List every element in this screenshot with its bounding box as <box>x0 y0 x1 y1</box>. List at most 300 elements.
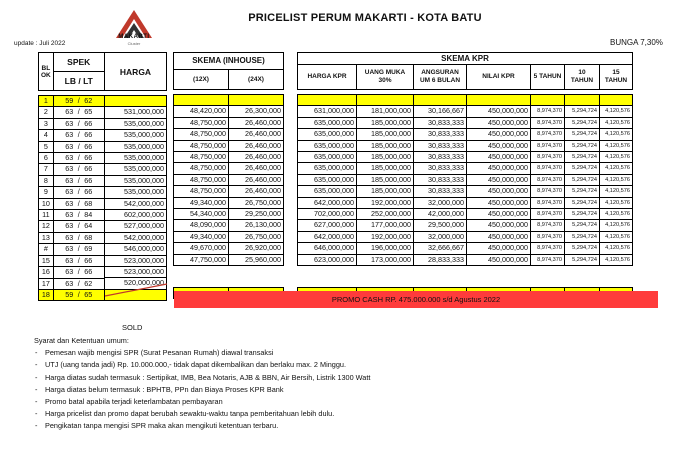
tenor-5-cell: 8,974,370 <box>531 140 565 151</box>
blok-cell: 17 <box>39 278 54 289</box>
tenor-10-cell: 5,294,724 <box>565 231 600 242</box>
slash-cell: / <box>75 278 82 289</box>
harga-cell: 535,000,000 <box>105 153 167 164</box>
lb-cell: 63 <box>53 175 75 186</box>
table-row <box>174 266 284 277</box>
tenor-10-cell: 5,294,724 <box>565 243 600 254</box>
harga-kpr-cell: 627,000,000 <box>298 220 357 231</box>
tenor-5-cell: 8,974,370 <box>531 220 565 231</box>
slash-cell: / <box>75 221 82 232</box>
table-row <box>39 244 105 255</box>
kpr-table <box>297 52 633 299</box>
table-row <box>39 130 105 141</box>
inhouse-12x-cell: 48,750,000 <box>174 163 229 174</box>
table-row <box>298 209 633 220</box>
nilai-kpr-cell: 450,000,000 <box>467 254 531 265</box>
nilai-kpr-cell: 450,000,000 <box>467 243 531 254</box>
table-row <box>298 197 633 208</box>
header-kpr: SKEMA KPR <box>298 53 633 65</box>
uang-muka-cell: 185,000,000 <box>357 163 414 174</box>
table-row <box>298 106 633 117</box>
uang-muka-cell: 185,000,000 <box>357 186 414 197</box>
uang-muka-cell: 185,000,000 <box>357 174 414 185</box>
tenor-10-cell: 5,294,724 <box>565 117 600 128</box>
inhouse-12x-cell: 48,750,000 <box>174 129 229 140</box>
terms-item: - Harga diatas belum termasuk : BPHTB, PPn dan Biaya Proses KPR Bank <box>45 384 370 396</box>
table-row <box>174 209 284 220</box>
table-row <box>39 278 105 289</box>
harga-kpr-cell: 635,000,000 <box>298 129 357 140</box>
harga-kpr-cell <box>298 95 357 106</box>
nilai-kpr-cell: 450,000,000 <box>467 106 531 117</box>
harga-kpr-cell: 635,000,000 <box>298 163 357 174</box>
tenor-5-cell: 8,974,370 <box>531 129 565 140</box>
tenor-5-cell: 8,974,370 <box>531 209 565 220</box>
tenor-15-cell: 4,120,576 <box>600 209 633 220</box>
blok-cell: 3 <box>39 118 54 129</box>
table-row <box>39 232 105 243</box>
lb-cell: 59 <box>53 289 75 300</box>
slash-cell: / <box>75 96 82 107</box>
table-row <box>174 95 284 106</box>
slash-cell: / <box>75 255 82 266</box>
harga-cell: 535,000,000 <box>105 130 167 141</box>
tenor-5-cell: 8,974,370 <box>531 231 565 242</box>
tenor-5-cell <box>531 95 565 106</box>
tenor-10-cell: 5,294,724 <box>565 140 600 151</box>
blok-cell: 16 <box>39 267 54 278</box>
tenor-15-cell: 4,120,576 <box>600 197 633 208</box>
uang-muka-cell: 185,000,000 <box>357 129 414 140</box>
header-inhouse: SKEMA (INHOUSE) <box>174 53 284 70</box>
table-row <box>105 107 167 118</box>
table-row <box>174 129 284 140</box>
table-row <box>174 140 284 151</box>
lt-cell: 66 <box>82 153 104 164</box>
table-row <box>105 244 167 255</box>
table-row <box>174 117 284 128</box>
inhouse-24x-cell: 26,460,000 <box>229 186 284 197</box>
table-row <box>105 118 167 129</box>
blok-cell: 12 <box>39 221 54 232</box>
harga-cell: 535,000,000 <box>105 187 167 198</box>
inhouse-24x-cell: 26,750,000 <box>229 197 284 208</box>
blok-cell: 7 <box>39 164 54 175</box>
lb-cell: 63 <box>53 187 75 198</box>
inhouse-24x-cell: 26,460,000 <box>229 163 284 174</box>
header-spek-cell <box>53 53 104 91</box>
harga-cell: 546,000,000 <box>105 244 167 255</box>
harga-kpr-cell: 635,000,000 <box>298 186 357 197</box>
table-row <box>298 129 633 140</box>
table-row <box>39 153 105 164</box>
harga-kpr-cell: 635,000,000 <box>298 174 357 185</box>
inhouse-24x-cell: 26,300,000 <box>229 106 284 117</box>
inhouse-24x-cell <box>229 95 284 106</box>
harga-cell: 520,000,000 <box>105 278 167 289</box>
table-row <box>174 220 284 231</box>
inhouse-12x-cell: 49,670,000 <box>174 243 229 254</box>
table-row <box>174 197 284 208</box>
lt-cell: 64 <box>82 221 104 232</box>
angsuran-cell: 30,833,333 <box>414 152 467 163</box>
header-blok: BL OK <box>39 53 54 91</box>
lb-cell: 63 <box>53 278 75 289</box>
terms-item: - UTJ (uang tanda jadi) Rp. 10.000.000,- tidak dapat dikembalikan dan berlaku max. 2 Minggu. <box>45 359 370 371</box>
inhouse-12x-cell: 48,090,000 <box>174 220 229 231</box>
inhouse-12x-cell: 54,340,000 <box>174 209 229 220</box>
uang-muka-cell: 185,000,000 <box>357 152 414 163</box>
slash-cell: / <box>75 118 82 129</box>
inhouse-24x-cell: 26,460,000 <box>229 117 284 128</box>
nilai-kpr-cell: 450,000,000 <box>467 209 531 220</box>
table-row <box>39 141 105 152</box>
table-row <box>174 106 284 117</box>
tenor-5-cell: 8,974,370 <box>531 254 565 265</box>
header-nilai-kpr: NILAI KPR <box>467 65 531 90</box>
lb-cell: 63 <box>53 198 75 209</box>
harga-cell: 542,000,000 <box>105 198 167 209</box>
slash-cell: / <box>75 210 82 221</box>
nilai-kpr-cell <box>467 95 531 106</box>
lt-cell: 69 <box>82 244 104 255</box>
lt-cell: 62 <box>82 96 104 107</box>
tenor-10-cell: 5,294,724 <box>565 129 600 140</box>
table-row <box>39 221 105 232</box>
lb-cell: 63 <box>53 153 75 164</box>
angsuran-cell: 32,000,000 <box>414 197 467 208</box>
lt-cell: 66 <box>82 175 104 186</box>
angsuran-cell: 30,833,333 <box>414 129 467 140</box>
nilai-kpr-cell: 450,000,000 <box>467 174 531 185</box>
table-row <box>174 152 284 163</box>
header-24x: (24X) <box>229 70 284 90</box>
slash-cell: / <box>75 130 82 141</box>
logo-subtitle: Cluster <box>127 41 141 46</box>
tenor-15-cell: 4,120,576 <box>600 163 633 174</box>
slash-cell: / <box>75 141 82 152</box>
uang-muka-cell: 192,000,000 <box>357 197 414 208</box>
tenor-5-cell: 8,974,370 <box>531 117 565 128</box>
harga-cell: 523,000,000 <box>105 267 167 278</box>
lt-cell: 66 <box>82 267 104 278</box>
tenor-5-cell: 8,974,370 <box>531 174 565 185</box>
promo-banner: PROMO CASH RP. 475.000.000 s/d Agustus 2022 <box>174 291 658 308</box>
table-row <box>298 266 633 277</box>
tenor-5-cell: 8,974,370 <box>531 243 565 254</box>
table-row <box>39 96 105 107</box>
inhouse-24x-cell: 26,460,000 <box>229 174 284 185</box>
tenor-15-cell: 4,120,576 <box>600 140 633 151</box>
harga-cell: 542,000,000 <box>105 232 167 243</box>
promo-spacer <box>298 266 633 277</box>
nilai-kpr-cell: 450,000,000 <box>467 117 531 128</box>
table-row <box>174 243 284 254</box>
table-row <box>174 174 284 185</box>
update-date: update : Juli 2022 <box>14 40 66 47</box>
logo-name: MAKARTI <box>118 34 150 40</box>
nilai-kpr-cell: 450,000,000 <box>467 163 531 174</box>
tenor-10-cell: 5,294,724 <box>565 186 600 197</box>
table-row <box>174 276 284 287</box>
table-row <box>105 175 167 186</box>
angsuran-cell: 32,000,000 <box>414 231 467 242</box>
uang-muka-cell: 181,000,000 <box>357 106 414 117</box>
harga-kpr-cell: 646,000,000 <box>298 243 357 254</box>
harga-cell: 531,000,000 <box>105 107 167 118</box>
lb-cell: 59 <box>53 96 75 107</box>
harga-cell: 535,000,000 <box>105 164 167 175</box>
tenor-10-cell: 5,294,724 <box>565 254 600 265</box>
inhouse-12x-cell: 48,750,000 <box>174 174 229 185</box>
lt-cell: 84 <box>82 210 104 221</box>
lt-cell: 66 <box>82 255 104 266</box>
blok-cell: 13 <box>39 232 54 243</box>
harga-kpr-cell: 642,000,000 <box>298 231 357 242</box>
table-row <box>298 174 633 185</box>
nilai-kpr-cell: 450,000,000 <box>467 140 531 151</box>
sold-label: SOLD <box>122 323 143 332</box>
table-row <box>105 187 167 198</box>
nilai-kpr-cell: 450,000,000 <box>467 231 531 242</box>
lb-cell: 63 <box>53 130 75 141</box>
slash-cell: / <box>75 187 82 198</box>
tenor-5-cell: 8,974,370 <box>531 152 565 163</box>
promo-spacer <box>174 266 284 277</box>
table-row <box>39 164 105 175</box>
lt-cell: 65 <box>82 289 104 300</box>
slash-cell: / <box>75 164 82 175</box>
header-harga: HARGA <box>105 53 167 91</box>
table-row <box>105 267 167 278</box>
inhouse-12x-cell: 48,750,000 <box>174 140 229 151</box>
blok-cell: 1 <box>39 96 54 107</box>
angsuran-cell: 42,000,000 <box>414 209 467 220</box>
tenor-15-cell: 4,120,576 <box>600 152 633 163</box>
harga-kpr-cell: 635,000,000 <box>298 140 357 151</box>
lb-cell: 63 <box>53 210 75 221</box>
tenor-15-cell: 4,120,576 <box>600 129 633 140</box>
angsuran-cell: 30,833,333 <box>414 163 467 174</box>
tenor-10-cell: 5,294,724 <box>565 220 600 231</box>
strikethrough-mark <box>103 283 169 297</box>
header-spek: SPEK <box>54 53 104 72</box>
uang-muka-cell: 185,000,000 <box>357 117 414 128</box>
uang-muka-cell: 196,000,000 <box>357 243 414 254</box>
tenor-10-cell <box>565 95 600 106</box>
table-row <box>298 243 633 254</box>
table-row <box>39 175 105 186</box>
header-angsuran: ANGSURAN UM 6 BULAN <box>414 65 467 90</box>
harga-kpr-cell: 642,000,000 <box>298 197 357 208</box>
slash-cell: / <box>75 107 82 118</box>
angsuran-cell: 32,666,667 <box>414 243 467 254</box>
header-10-tahun: 10 TAHUN <box>565 65 600 90</box>
terms-item: - Pemesan wajib mengisi SPR (Surat Pesanan Rumah) diawal transaksi <box>45 347 370 359</box>
harga-table <box>104 52 167 301</box>
blok-cell: 15 <box>39 255 54 266</box>
inhouse-12x-cell: 48,750,000 <box>174 152 229 163</box>
tenor-15-cell <box>600 95 633 106</box>
tenor-15-cell: 4,120,576 <box>600 106 633 117</box>
slash-cell: / <box>75 153 82 164</box>
promo-spacer <box>298 276 633 287</box>
harga-cell: 535,000,000 <box>105 141 167 152</box>
lb-cell: 63 <box>53 107 75 118</box>
table-row <box>298 163 633 174</box>
inhouse-12x-cell: 48,750,000 <box>174 117 229 128</box>
blok-spek-table <box>38 52 105 301</box>
uang-muka-cell: 177,000,000 <box>357 220 414 231</box>
header-5-tahun: 5 TAHUN <box>531 65 565 90</box>
angsuran-cell: 30,833,333 <box>414 186 467 197</box>
header-uang-muka: UANG MUKA 30% <box>357 65 414 90</box>
nilai-kpr-cell: 450,000,000 <box>467 152 531 163</box>
angsuran-cell: 30,833,333 <box>414 140 467 151</box>
uang-muka-cell <box>357 95 414 106</box>
table-row <box>174 186 284 197</box>
terms-item: - Harga diatas sudah termasuk : Sertipikat, IMB, Bea Notaris, AJB & BBN, Air Bersih, Listrik 1300 Watt <box>45 372 370 384</box>
inhouse-24x-cell: 26,460,000 <box>229 152 284 163</box>
table-row <box>39 198 105 209</box>
table-row <box>39 107 105 118</box>
harga-cell: 535,000,000 <box>105 175 167 186</box>
lt-cell: 62 <box>82 278 104 289</box>
tenor-10-cell: 5,294,724 <box>565 209 600 220</box>
inhouse-12x-cell <box>174 95 229 106</box>
table-row <box>298 95 633 106</box>
interest-rate: BUNGA 7,30% <box>610 38 663 47</box>
terms-item: - Harga pricelist dan promo dapat berubah sewaktu-waktu tanpa pemberitahuan lebih dulu. <box>45 408 370 420</box>
inhouse-12x-cell: 48,750,000 <box>174 186 229 197</box>
blok-cell: # <box>39 244 54 255</box>
lb-cell: 63 <box>53 255 75 266</box>
table-row <box>174 231 284 242</box>
tenor-10-cell: 5,294,724 <box>565 106 600 117</box>
blok-cell: 10 <box>39 198 54 209</box>
angsuran-cell <box>414 95 467 106</box>
blok-cell: 11 <box>39 210 54 221</box>
table-row <box>105 153 167 164</box>
inhouse-24x-cell: 26,460,000 <box>229 140 284 151</box>
terms-title: Syarat dan Ketentuan umum: <box>34 336 129 345</box>
lt-cell: 68 <box>82 232 104 243</box>
harga-cell: 535,000,000 <box>105 118 167 129</box>
angsuran-cell: 30,833,333 <box>414 174 467 185</box>
angsuran-cell: 28,833,333 <box>414 254 467 265</box>
table-row <box>298 231 633 242</box>
harga-kpr-cell: 623,000,000 <box>298 254 357 265</box>
table-row <box>298 152 633 163</box>
lt-cell: 66 <box>82 118 104 129</box>
angsuran-cell: 29,500,000 <box>414 220 467 231</box>
slash-cell: / <box>75 267 82 278</box>
lt-cell: 66 <box>82 130 104 141</box>
nilai-kpr-cell: 450,000,000 <box>467 129 531 140</box>
table-row <box>105 221 167 232</box>
angsuran-cell: 30,833,333 <box>414 117 467 128</box>
inhouse-24x-cell: 26,920,000 <box>229 243 284 254</box>
tenor-15-cell: 4,120,576 <box>600 243 633 254</box>
table-row <box>105 141 167 152</box>
uang-muka-cell: 173,000,000 <box>357 254 414 265</box>
lt-cell: 65 <box>82 107 104 118</box>
lb-cell: 63 <box>53 244 75 255</box>
blok-cell: 18 <box>39 289 54 300</box>
tenor-5-cell: 8,974,370 <box>531 106 565 117</box>
tenor-10-cell: 5,294,724 <box>565 152 600 163</box>
table-row <box>39 267 105 278</box>
tenor-5-cell: 8,974,370 <box>531 163 565 174</box>
header-15-tahun: 15 TAHUN <box>600 65 633 90</box>
lb-cell: 63 <box>53 141 75 152</box>
table-row <box>298 186 633 197</box>
lb-cell: 63 <box>53 164 75 175</box>
table-row <box>105 210 167 221</box>
nilai-kpr-cell: 450,000,000 <box>467 220 531 231</box>
slash-cell: / <box>75 198 82 209</box>
lb-cell: 63 <box>53 267 75 278</box>
blok-cell: 5 <box>39 141 54 152</box>
tenor-15-cell: 4,120,576 <box>600 254 633 265</box>
table-row <box>105 130 167 141</box>
terms-section <box>34 335 370 433</box>
header-12x: (12X) <box>174 70 229 90</box>
lt-cell: 66 <box>82 164 104 175</box>
harga-cell <box>105 96 167 107</box>
nilai-kpr-cell: 450,000,000 <box>467 197 531 208</box>
table-row <box>105 198 167 209</box>
harga-kpr-cell: 635,000,000 <box>298 117 357 128</box>
harga-kpr-cell: 635,000,000 <box>298 152 357 163</box>
tenor-15-cell: 4,120,576 <box>600 174 633 185</box>
table-row <box>298 276 633 287</box>
table-row <box>39 255 105 266</box>
lb-cell: 63 <box>53 221 75 232</box>
uang-muka-cell: 185,000,000 <box>357 140 414 151</box>
lt-cell: 66 <box>82 187 104 198</box>
tenor-10-cell: 5,294,724 <box>565 174 600 185</box>
lt-cell: 68 <box>82 198 104 209</box>
tenor-15-cell: 4,120,576 <box>600 231 633 242</box>
tenor-15-cell: 4,120,576 <box>600 117 633 128</box>
tenor-15-cell: 4,120,576 <box>600 186 633 197</box>
nilai-kpr-cell: 450,000,000 <box>467 186 531 197</box>
table-row <box>39 289 105 300</box>
slash-cell: / <box>75 175 82 186</box>
slash-cell: / <box>75 289 82 300</box>
inhouse-12x-cell: 47,750,000 <box>174 254 229 265</box>
table-row <box>298 140 633 151</box>
header-harga-kpr: HARGA KPR <box>298 65 357 90</box>
promo-spacer <box>174 276 284 287</box>
table-row <box>298 220 633 231</box>
slash-cell: / <box>75 232 82 243</box>
lt-cell: 66 <box>82 141 104 152</box>
inhouse-12x-cell: 48,420,000 <box>174 106 229 117</box>
angsuran-cell: 30,166,667 <box>414 106 467 117</box>
table-row <box>39 187 105 198</box>
blok-cell: 8 <box>39 175 54 186</box>
tenor-10-cell: 5,294,724 <box>565 197 600 208</box>
blok-cell: 9 <box>39 187 54 198</box>
tenor-5-cell: 8,974,370 <box>531 197 565 208</box>
harga-cell: 602,000,000 <box>105 210 167 221</box>
inhouse-12x-cell: 49,340,000 <box>174 231 229 242</box>
table-row <box>105 96 167 107</box>
harga-kpr-cell: 702,000,000 <box>298 209 357 220</box>
terms-item: - Promo batal apabila terjadi keterlambatan pembayaran <box>45 396 370 408</box>
